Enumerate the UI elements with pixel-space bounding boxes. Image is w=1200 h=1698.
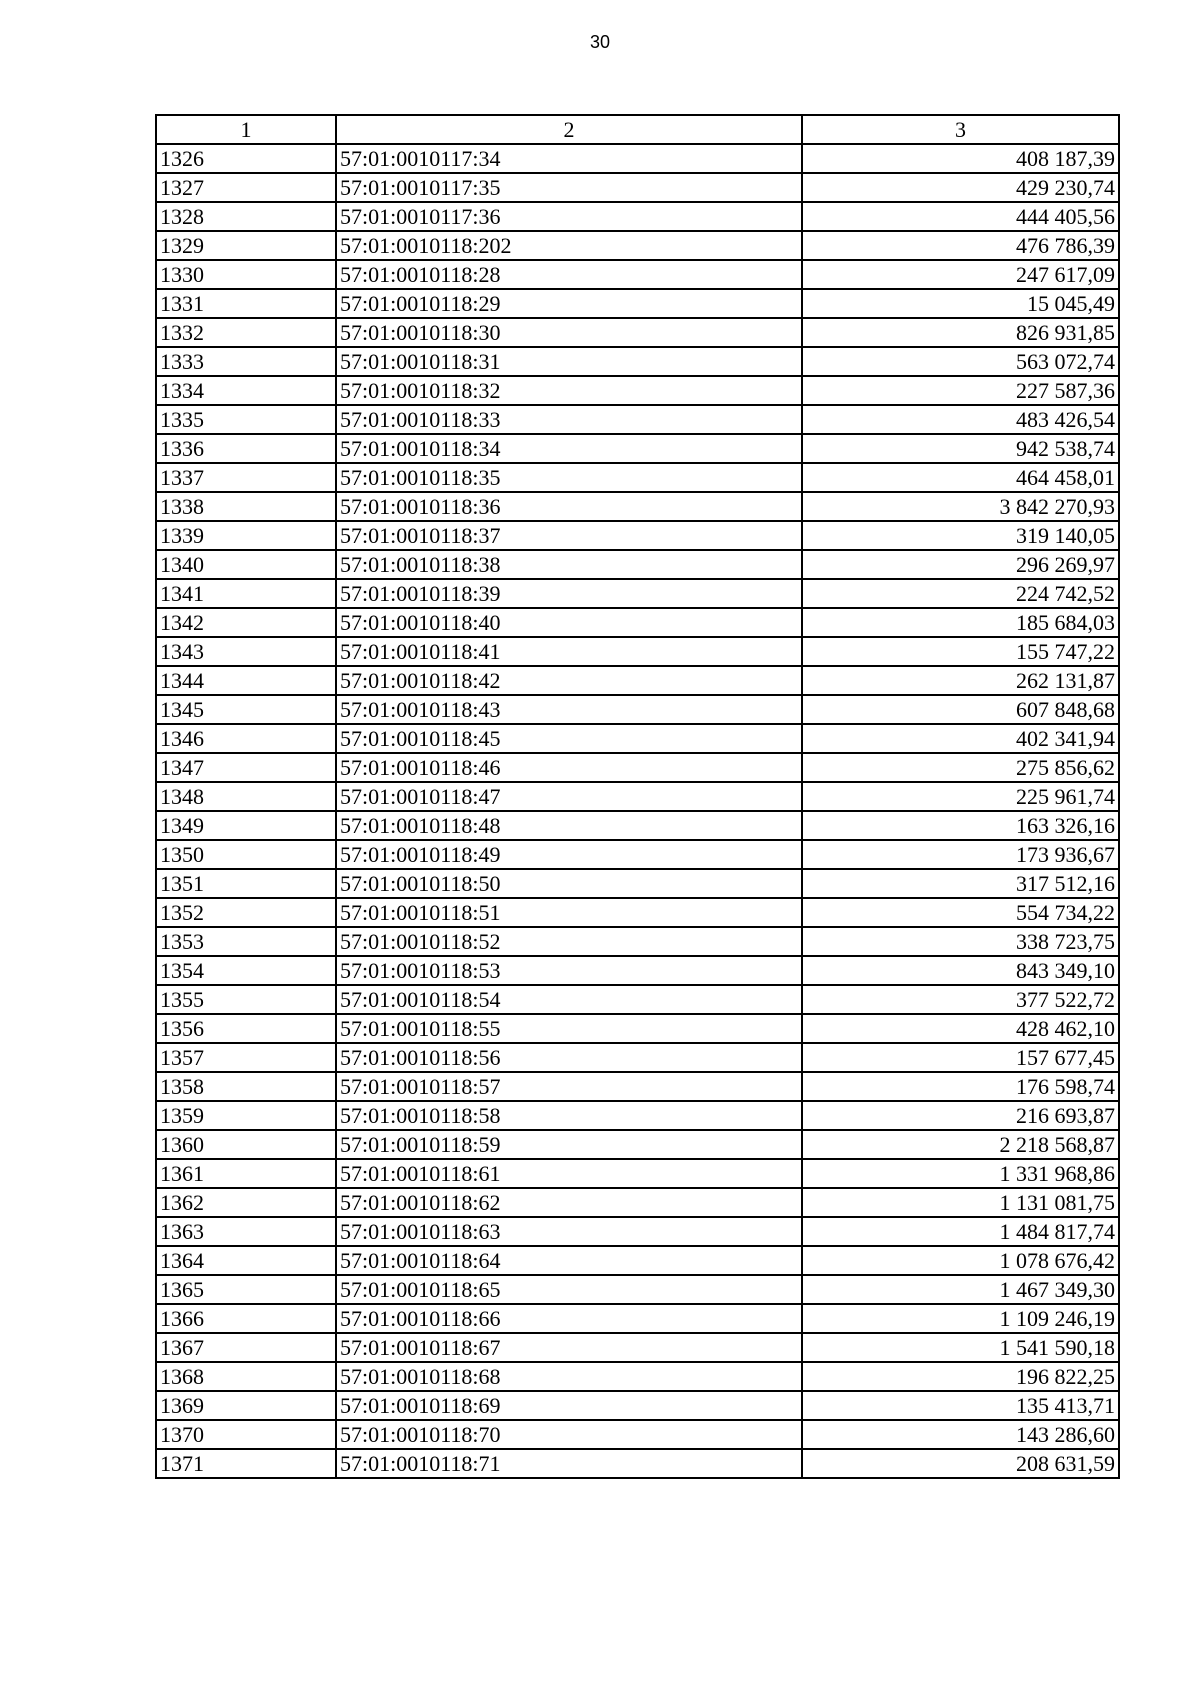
cadastral-number-cell: 57:01:0010118:31 xyxy=(336,347,802,376)
cadastral-value-cell: 143 286,60 xyxy=(802,1420,1119,1449)
row-number-cell: 1369 xyxy=(156,1391,336,1420)
row-number-cell: 1371 xyxy=(156,1449,336,1478)
table-row xyxy=(156,405,1119,434)
cadastral-value-cell: 1 541 590,18 xyxy=(802,1333,1119,1362)
cadastral-value-cell: 408 187,39 xyxy=(802,144,1119,173)
row-number-cell: 1337 xyxy=(156,463,336,492)
row-number-cell: 1359 xyxy=(156,1101,336,1130)
header-row xyxy=(156,115,1119,144)
cadastral-number-cell: 57:01:0010118:41 xyxy=(336,637,802,666)
row-number-cell: 1358 xyxy=(156,1072,336,1101)
table-row xyxy=(156,927,1119,956)
cadastral-number-cell: 57:01:0010118:61 xyxy=(336,1159,802,1188)
cadastral-value-cell: 247 617,09 xyxy=(802,260,1119,289)
cadastral-number-cell: 57:01:0010118:36 xyxy=(336,492,802,521)
cadastral-value-cell: 157 677,45 xyxy=(802,1043,1119,1072)
row-number-cell: 1348 xyxy=(156,782,336,811)
cadastral-value-cell: 262 131,87 xyxy=(802,666,1119,695)
cadastral-number-cell: 57:01:0010118:64 xyxy=(336,1246,802,1275)
table-row xyxy=(156,579,1119,608)
cadastral-value-table xyxy=(155,114,1120,1479)
row-number-cell: 1351 xyxy=(156,869,336,898)
table-row xyxy=(156,666,1119,695)
cadastral-number-cell: 57:01:0010118:45 xyxy=(336,724,802,753)
cadastral-value-cell: 428 462,10 xyxy=(802,1014,1119,1043)
cadastral-number-cell: 57:01:0010118:47 xyxy=(336,782,802,811)
cadastral-value-cell: 476 786,39 xyxy=(802,231,1119,260)
row-number-cell: 1340 xyxy=(156,550,336,579)
cadastral-number-cell: 57:01:0010118:43 xyxy=(336,695,802,724)
row-number-cell: 1338 xyxy=(156,492,336,521)
cadastral-number-cell: 57:01:0010118:65 xyxy=(336,1275,802,1304)
table-row xyxy=(156,173,1119,202)
row-number-cell: 1334 xyxy=(156,376,336,405)
table-row xyxy=(156,898,1119,927)
cadastral-number-cell: 57:01:0010118:37 xyxy=(336,521,802,550)
table-row xyxy=(156,1072,1119,1101)
row-number-cell: 1327 xyxy=(156,173,336,202)
row-number-cell: 1364 xyxy=(156,1246,336,1275)
cadastral-value-cell: 135 413,71 xyxy=(802,1391,1119,1420)
table-row xyxy=(156,1246,1119,1275)
table-row xyxy=(156,840,1119,869)
row-number-cell: 1332 xyxy=(156,318,336,347)
cadastral-value-cell: 554 734,22 xyxy=(802,898,1119,927)
row-number-cell: 1331 xyxy=(156,289,336,318)
cadastral-number-cell: 57:01:0010118:70 xyxy=(336,1420,802,1449)
cadastral-value-cell: 296 269,97 xyxy=(802,550,1119,579)
cadastral-number-cell: 57:01:0010118:71 xyxy=(336,1449,802,1478)
row-number-cell: 1333 xyxy=(156,347,336,376)
row-number-cell: 1343 xyxy=(156,637,336,666)
table-row xyxy=(156,1217,1119,1246)
cadastral-value-cell: 402 341,94 xyxy=(802,724,1119,753)
cadastral-number-cell: 57:01:0010118:69 xyxy=(336,1391,802,1420)
cadastral-value-cell: 216 693,87 xyxy=(802,1101,1119,1130)
row-number-cell: 1366 xyxy=(156,1304,336,1333)
cadastral-value-cell: 464 458,01 xyxy=(802,463,1119,492)
cadastral-number-cell: 57:01:0010118:67 xyxy=(336,1333,802,1362)
cadastral-number-cell: 57:01:0010117:36 xyxy=(336,202,802,231)
cadastral-number-cell: 57:01:0010118:40 xyxy=(336,608,802,637)
row-number-cell: 1370 xyxy=(156,1420,336,1449)
cadastral-number-cell: 57:01:0010117:35 xyxy=(336,173,802,202)
table-row xyxy=(156,318,1119,347)
table-row xyxy=(156,1043,1119,1072)
row-number-cell: 1342 xyxy=(156,608,336,637)
cadastral-number-cell: 57:01:0010118:46 xyxy=(336,753,802,782)
column-header-1: 1 xyxy=(156,115,336,144)
cadastral-value-cell: 1 331 968,86 xyxy=(802,1159,1119,1188)
cadastral-value-cell: 163 326,16 xyxy=(802,811,1119,840)
table-row xyxy=(156,1420,1119,1449)
cadastral-number-cell: 57:01:0010118:48 xyxy=(336,811,802,840)
table-row xyxy=(156,782,1119,811)
cadastral-value-cell: 225 961,74 xyxy=(802,782,1119,811)
row-number-cell: 1368 xyxy=(156,1362,336,1391)
cadastral-value-cell: 173 936,67 xyxy=(802,840,1119,869)
row-number-cell: 1362 xyxy=(156,1188,336,1217)
cadastral-number-cell: 57:01:0010118:53 xyxy=(336,956,802,985)
row-number-cell: 1339 xyxy=(156,521,336,550)
cadastral-value-cell: 317 512,16 xyxy=(802,869,1119,898)
row-number-cell: 1357 xyxy=(156,1043,336,1072)
row-number-cell: 1330 xyxy=(156,260,336,289)
table-row xyxy=(156,231,1119,260)
table-row xyxy=(156,260,1119,289)
row-number-cell: 1335 xyxy=(156,405,336,434)
cadastral-number-cell: 57:01:0010118:54 xyxy=(336,985,802,1014)
cadastral-number-cell: 57:01:0010118:42 xyxy=(336,666,802,695)
row-number-cell: 1346 xyxy=(156,724,336,753)
cadastral-value-cell: 227 587,36 xyxy=(802,376,1119,405)
cadastral-number-cell: 57:01:0010118:50 xyxy=(336,869,802,898)
cadastral-value-cell: 1 467 349,30 xyxy=(802,1275,1119,1304)
cadastral-number-cell: 57:01:0010118:35 xyxy=(336,463,802,492)
cadastral-number-cell: 57:01:0010118:59 xyxy=(336,1130,802,1159)
cadastral-number-cell: 57:01:0010118:28 xyxy=(336,260,802,289)
cadastral-number-cell: 57:01:0010118:57 xyxy=(336,1072,802,1101)
row-number-cell: 1352 xyxy=(156,898,336,927)
row-number-cell: 1361 xyxy=(156,1159,336,1188)
table-row xyxy=(156,144,1119,173)
cadastral-number-cell: 57:01:0010118:66 xyxy=(336,1304,802,1333)
row-number-cell: 1350 xyxy=(156,840,336,869)
table-row xyxy=(156,724,1119,753)
row-number-cell: 1355 xyxy=(156,985,336,1014)
table-row xyxy=(156,1014,1119,1043)
cadastral-value-cell: 185 684,03 xyxy=(802,608,1119,637)
table-header xyxy=(156,115,1119,144)
row-number-cell: 1353 xyxy=(156,927,336,956)
row-number-cell: 1326 xyxy=(156,144,336,173)
row-number-cell: 1345 xyxy=(156,695,336,724)
cadastral-value-cell: 563 072,74 xyxy=(802,347,1119,376)
cadastral-number-cell: 57:01:0010118:58 xyxy=(336,1101,802,1130)
table-row xyxy=(156,985,1119,1014)
cadastral-number-cell: 57:01:0010118:51 xyxy=(336,898,802,927)
row-number-cell: 1347 xyxy=(156,753,336,782)
cadastral-value-cell: 1 484 817,74 xyxy=(802,1217,1119,1246)
table-row xyxy=(156,492,1119,521)
cadastral-number-cell: 57:01:0010118:63 xyxy=(336,1217,802,1246)
cadastral-value-cell: 826 931,85 xyxy=(802,318,1119,347)
table-row xyxy=(156,608,1119,637)
cadastral-value-cell: 155 747,22 xyxy=(802,637,1119,666)
cadastral-value-cell: 176 598,74 xyxy=(802,1072,1119,1101)
row-number-cell: 1341 xyxy=(156,579,336,608)
cadastral-value-cell: 429 230,74 xyxy=(802,173,1119,202)
cadastral-number-cell: 57:01:0010118:38 xyxy=(336,550,802,579)
cadastral-number-cell: 57:01:0010118:62 xyxy=(336,1188,802,1217)
table-row xyxy=(156,1101,1119,1130)
cadastral-value-cell: 338 723,75 xyxy=(802,927,1119,956)
cadastral-value-cell: 319 140,05 xyxy=(802,521,1119,550)
table-row xyxy=(156,1391,1119,1420)
table-body xyxy=(156,144,1119,1478)
table-row xyxy=(156,1159,1119,1188)
cadastral-number-cell: 57:01:0010118:29 xyxy=(336,289,802,318)
cadastral-number-cell: 57:01:0010118:32 xyxy=(336,376,802,405)
row-number-cell: 1365 xyxy=(156,1275,336,1304)
table-row xyxy=(156,1275,1119,1304)
row-number-cell: 1360 xyxy=(156,1130,336,1159)
cadastral-number-cell: 57:01:0010118:30 xyxy=(336,318,802,347)
cadastral-value-cell: 196 822,25 xyxy=(802,1362,1119,1391)
cadastral-value-cell: 942 538,74 xyxy=(802,434,1119,463)
table-row xyxy=(156,637,1119,666)
cadastral-value-cell: 224 742,52 xyxy=(802,579,1119,608)
cadastral-number-cell: 57:01:0010118:34 xyxy=(336,434,802,463)
table-row xyxy=(156,434,1119,463)
table-row xyxy=(156,347,1119,376)
table-row xyxy=(156,1362,1119,1391)
table-row xyxy=(156,811,1119,840)
table-row xyxy=(156,1304,1119,1333)
cadastral-value-cell: 1 078 676,42 xyxy=(802,1246,1119,1275)
table-row xyxy=(156,753,1119,782)
cadastral-value-cell: 1 131 081,75 xyxy=(802,1188,1119,1217)
cadastral-number-cell: 57:01:0010118:49 xyxy=(336,840,802,869)
row-number-cell: 1367 xyxy=(156,1333,336,1362)
cadastral-value-cell: 843 349,10 xyxy=(802,956,1119,985)
table-row xyxy=(156,376,1119,405)
table-row xyxy=(156,695,1119,724)
row-number-cell: 1344 xyxy=(156,666,336,695)
cadastral-value-cell: 208 631,59 xyxy=(802,1449,1119,1478)
cadastral-number-cell: 57:01:0010117:34 xyxy=(336,144,802,173)
row-number-cell: 1349 xyxy=(156,811,336,840)
cadastral-value-cell: 15 045,49 xyxy=(802,289,1119,318)
cadastral-number-cell: 57:01:0010118:56 xyxy=(336,1043,802,1072)
cadastral-number-cell: 57:01:0010118:52 xyxy=(336,927,802,956)
table-row xyxy=(156,956,1119,985)
cadastral-number-cell: 57:01:0010118:39 xyxy=(336,579,802,608)
cadastral-value-cell: 607 848,68 xyxy=(802,695,1119,724)
cadastral-number-cell: 57:01:0010118:202 xyxy=(336,231,802,260)
cadastral-number-cell: 57:01:0010118:33 xyxy=(336,405,802,434)
table-row xyxy=(156,550,1119,579)
column-header-2: 2 xyxy=(336,115,802,144)
row-number-cell: 1356 xyxy=(156,1014,336,1043)
table-row xyxy=(156,1130,1119,1159)
row-number-cell: 1329 xyxy=(156,231,336,260)
table-row xyxy=(156,289,1119,318)
row-number-cell: 1328 xyxy=(156,202,336,231)
cadastral-value-cell: 3 842 270,93 xyxy=(802,492,1119,521)
table-row xyxy=(156,1188,1119,1217)
cadastral-value-cell: 483 426,54 xyxy=(802,405,1119,434)
table-row xyxy=(156,202,1119,231)
table-row xyxy=(156,1449,1119,1478)
cadastral-value-cell: 377 522,72 xyxy=(802,985,1119,1014)
cadastral-value-cell: 275 856,62 xyxy=(802,753,1119,782)
table-row xyxy=(156,463,1119,492)
table-row xyxy=(156,521,1119,550)
cadastral-value-cell: 2 218 568,87 xyxy=(802,1130,1119,1159)
cadastral-value-cell: 444 405,56 xyxy=(802,202,1119,231)
cadastral-number-cell: 57:01:0010118:68 xyxy=(336,1362,802,1391)
cadastral-number-cell: 57:01:0010118:55 xyxy=(336,1014,802,1043)
column-header-3: 3 xyxy=(802,115,1119,144)
page-number: 30 xyxy=(589,32,611,52)
table-row xyxy=(156,869,1119,898)
row-number-cell: 1363 xyxy=(156,1217,336,1246)
row-number-cell: 1354 xyxy=(156,956,336,985)
cadastral-value-cell: 1 109 246,19 xyxy=(802,1304,1119,1333)
row-number-cell: 1336 xyxy=(156,434,336,463)
table-row xyxy=(156,1333,1119,1362)
